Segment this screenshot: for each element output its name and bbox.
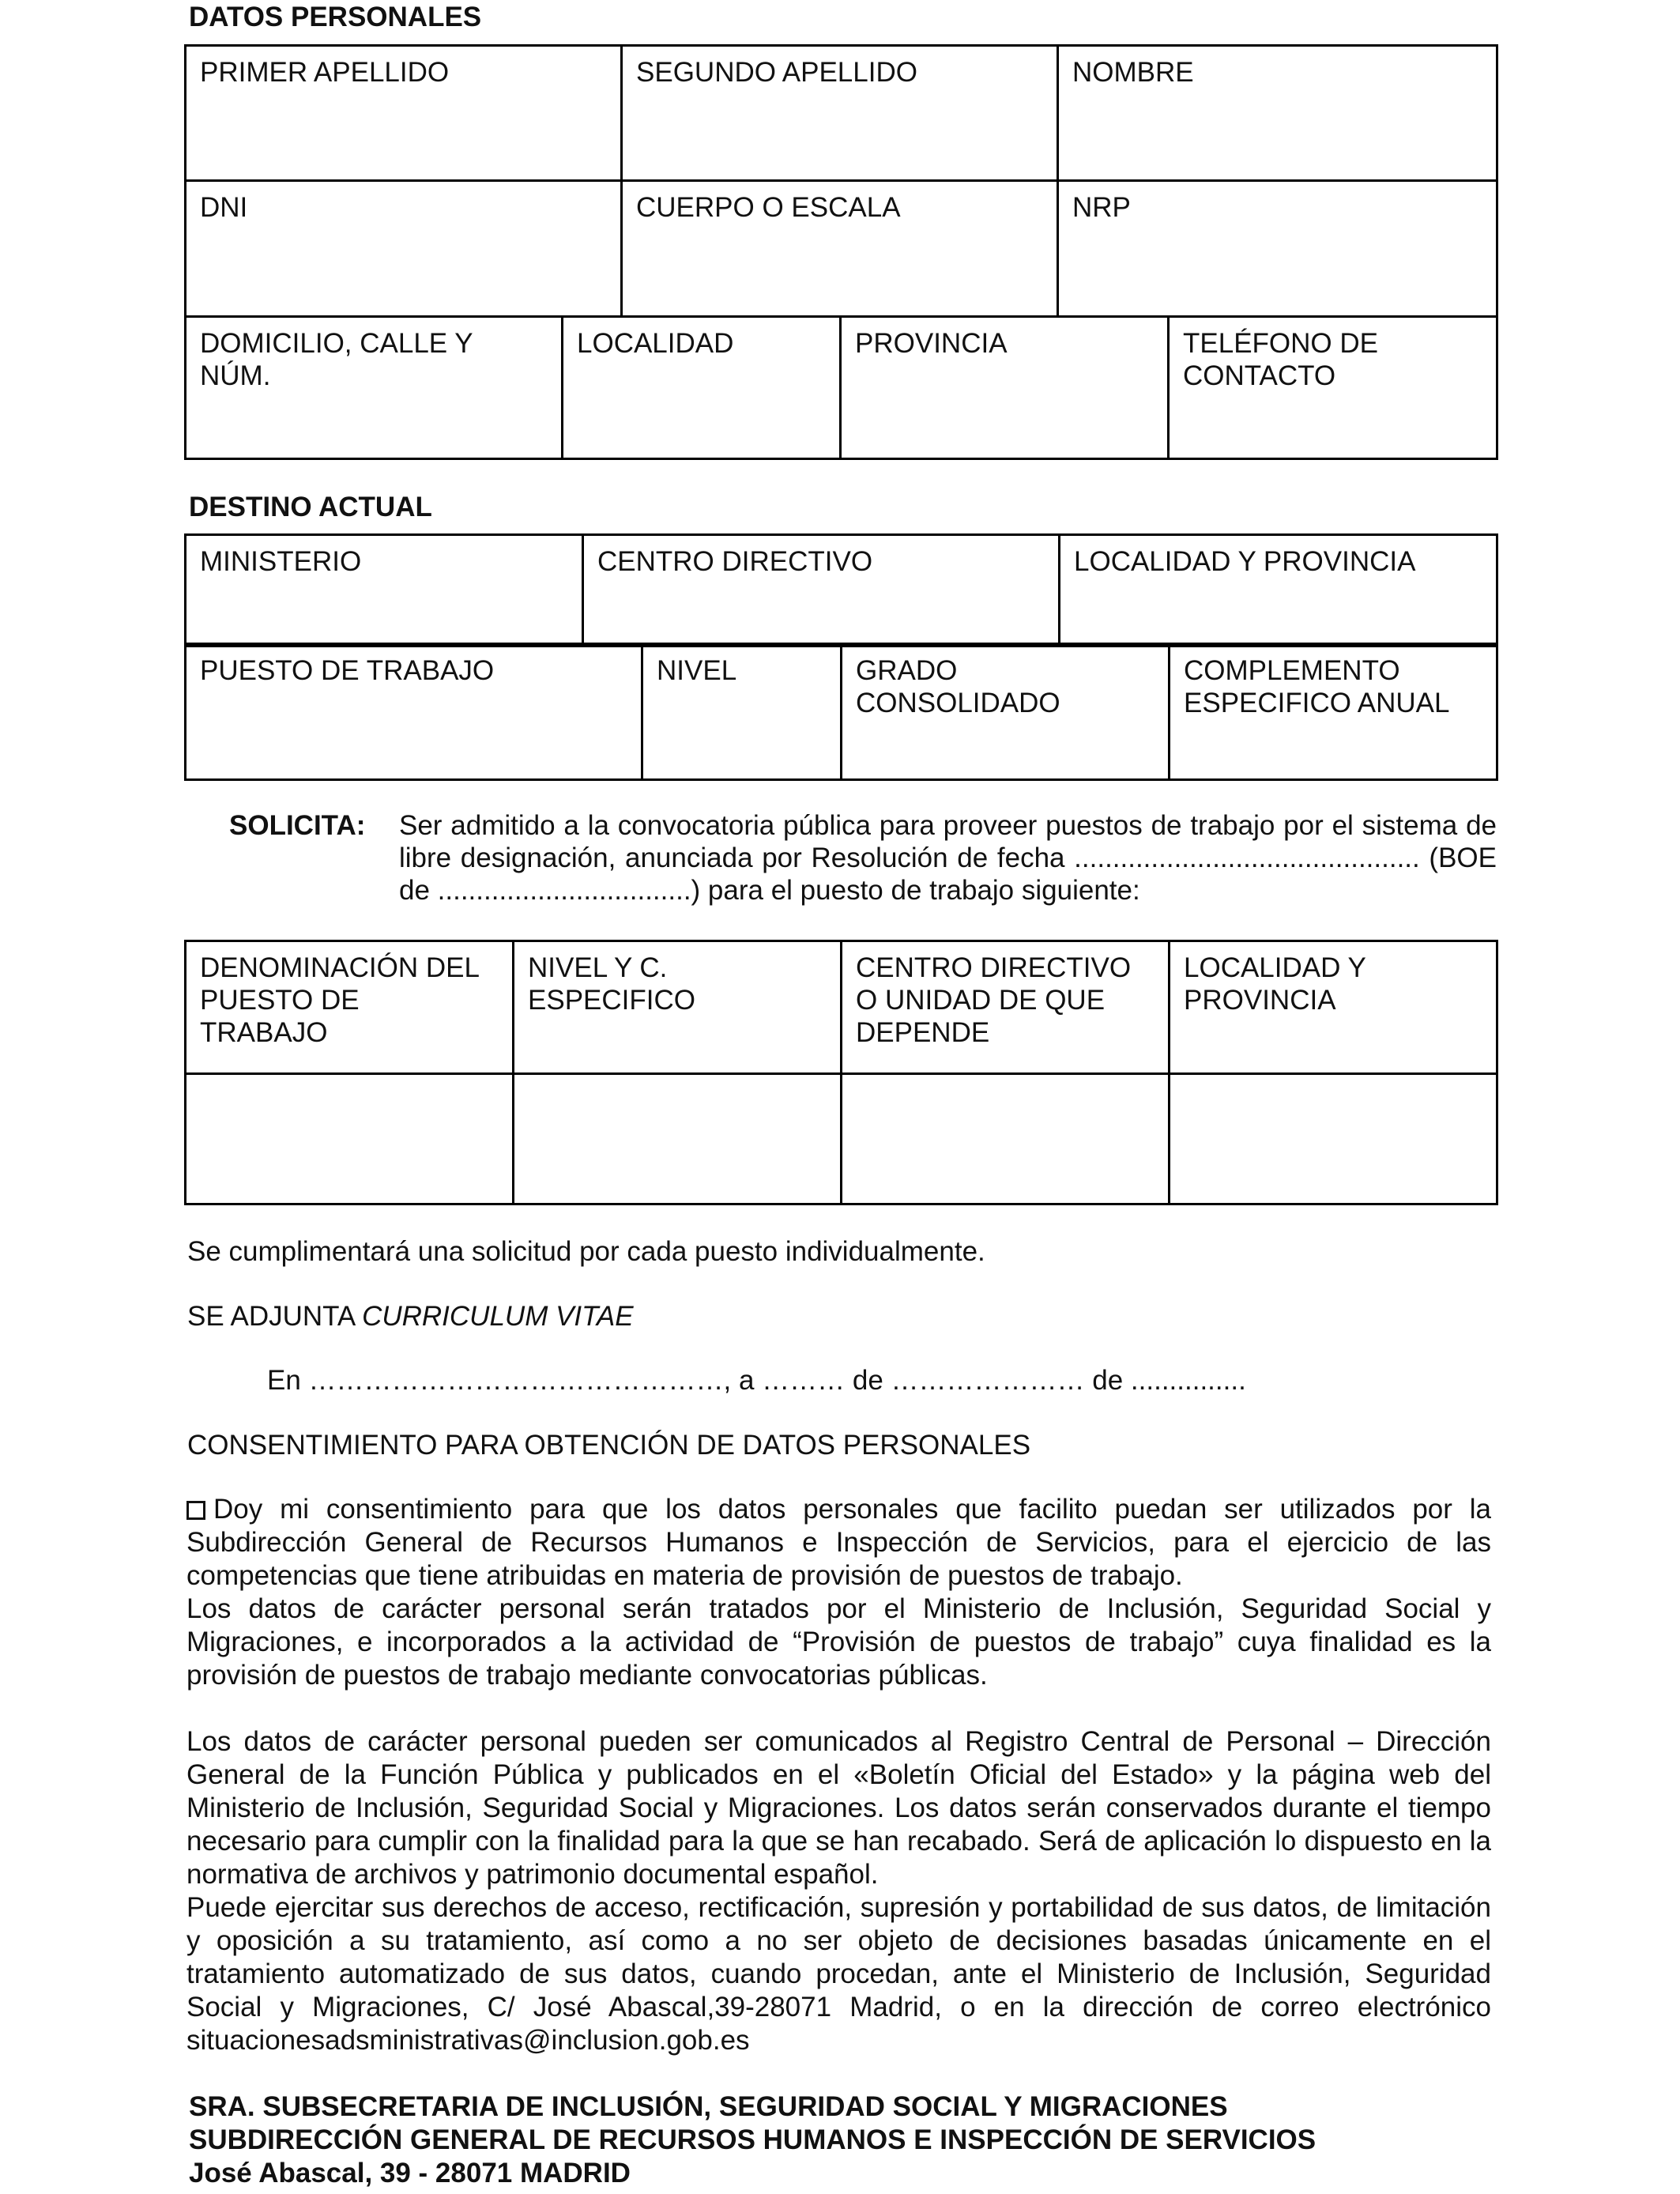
nivel-label: NIVEL: [657, 655, 737, 686]
nombre-field[interactable]: [1058, 46, 1497, 181]
destinatario-footer: [189, 2090, 1316, 2190]
grado-label-1: GRADO: [856, 655, 958, 686]
segundo-apellido-field[interactable]: [622, 46, 1058, 181]
cuerpo-escala-label: CUERPO O ESCALA: [636, 192, 901, 223]
centro-unidad-header: [842, 941, 1170, 1074]
localidad-label: LOCALIDAD: [577, 328, 734, 359]
complemento-label-1: COMPLEMENTO: [1184, 655, 1400, 686]
dni-label: DNI: [200, 192, 248, 223]
domicilio-field[interactable]: [186, 317, 563, 459]
centro-directivo-label: CENTRO DIRECTIVO: [597, 546, 873, 577]
centro-unidad-input-cell[interactable]: [842, 1074, 1170, 1204]
nivel-especifico-input-cell[interactable]: [514, 1074, 842, 1204]
dni-field[interactable]: [186, 181, 622, 317]
domicilio-label-2: NÚM.: [200, 360, 271, 391]
footer-line-3: José Abascal, 39 - 28071 MADRID: [189, 2158, 631, 2188]
nombre-label: NOMBRE: [1072, 57, 1194, 88]
fecha-linea: En ………………………………………, a ……… de ………………… de ...............: [267, 1365, 1246, 1396]
localidad-provincia-label-1: LOCALIDAD Y: [1184, 952, 1366, 983]
consentimiento-p1: Los datos de carácter personal serán tratados por el Ministerio de Inclusión, Seguridad Social y Migraciones, e incorporados a la actividad de “Provisión de puestos de trabajo” cuya finalidad es la provisión de puestos de trabajo mediante convocatorias públicas.: [186, 1593, 1491, 1691]
ministerio-field[interactable]: [186, 535, 583, 647]
nivel-especifico-label-1: NIVEL Y C.: [528, 952, 668, 983]
puesto-trabajo-label: PUESTO DE TRABAJO: [200, 655, 495, 686]
complemento-especifico-field[interactable]: [1170, 644, 1497, 780]
adjunta-prefix: SE ADJUNTA: [187, 1301, 363, 1332]
datos-personales-table-b: [184, 315, 1498, 460]
telefono-label-1: TELÉFONO DE: [1183, 328, 1378, 359]
solicita-label: SOLICITA:: [229, 810, 366, 841]
provincia-label: PROVINCIA: [855, 328, 1008, 359]
cuerpo-escala-field[interactable]: [622, 181, 1058, 317]
puesto-solicitado-table: [184, 940, 1498, 1205]
denominacion-label-1: DENOMINACIÓN DEL: [200, 952, 480, 983]
localidad-provincia-label: LOCALIDAD Y PROVINCIA: [1074, 546, 1416, 577]
telefono-label-2: CONTACTO: [1183, 360, 1336, 391]
localidad-field[interactable]: [563, 317, 841, 459]
consentimiento-checkbox-label: Doy mi consentimiento para que los datos personales que facilito puedan ser utilizados por la Subdirección General de Recursos Humanos e Inspección de Servicios, para el ejercicio de las competencias que tiene atribuidas en materia de provisión de puestos de trabajo.: [186, 1494, 1491, 1591]
destino-actual-table-a: [184, 533, 1498, 647]
complemento-label-2: ESPECIFICO ANUAL: [1184, 688, 1450, 718]
destino-actual-table-b: [184, 643, 1498, 781]
primer-apellido-label: PRIMER APELLIDO: [200, 57, 450, 88]
puesto-trabajo-field[interactable]: [186, 644, 642, 780]
centro-directivo-field[interactable]: [583, 535, 1060, 647]
centro-unidad-label-2: O UNIDAD DE QUE: [856, 985, 1106, 1016]
centro-unidad-label-1: CENTRO DIRECTIVO: [856, 952, 1132, 983]
primer-apellido-field[interactable]: [186, 46, 622, 181]
consentimiento-p3: Puede ejercitar sus derechos de acceso, rectificación, supresión y portabilidad de sus datos, de limitación y oposición a su tratamiento, así como a no ser objeto de decisiones basadas únicamente en el tratamiento automatizado de sus datos, cuando procedan, ante el Ministerio de Inclusión, Seguridad Social y Migraciones, C/ José Abascal,39-28071 Madrid, o en la dirección de correo electrónico situacionesadsministrativas@inclusion.gob.es: [186, 1892, 1491, 2056]
denominacion-label-3: TRABAJO: [200, 1017, 328, 1048]
centro-unidad-label-3: DEPENDE: [856, 1017, 990, 1048]
adjunta-italic: CURRICULUM VITAE: [362, 1301, 634, 1332]
nrp-field[interactable]: [1058, 181, 1497, 317]
destino-actual-title: DESTINO ACTUAL: [189, 492, 432, 522]
nrp-label: NRP: [1072, 192, 1131, 223]
segundo-apellido-label: SEGUNDO APELLIDO: [636, 57, 917, 88]
nota-solicitud: Se cumplimentará una solicitud por cada puesto individualmente.: [187, 1236, 985, 1267]
localidad-provincia-input-cell[interactable]: [1170, 1074, 1497, 1204]
datos-personales-table-a: [184, 44, 1498, 318]
localidad-provincia-label-2: PROVINCIA: [1184, 985, 1336, 1016]
consent-checkbox[interactable]: [186, 1501, 205, 1520]
denominacion-label-2: PUESTO DE: [200, 985, 360, 1016]
localidad-provincia-header: [1170, 941, 1497, 1074]
consentimiento-block: [186, 1493, 1491, 2057]
telefono-field[interactable]: [1169, 317, 1497, 459]
grado-label-2: CONSOLIDADO: [856, 688, 1060, 718]
domicilio-label-1: DOMICILIO, CALLE Y: [200, 328, 473, 359]
grado-consolidado-field[interactable]: [842, 644, 1170, 780]
consentimiento-checkbox-text: [186, 1493, 1491, 1593]
footer-line-2: SUBDIRECCIÓN GENERAL DE RECURSOS HUMANOS E INSPECCIÓN DE SERVICIOS: [189, 2124, 1317, 2155]
denominacion-input-cell[interactable]: [186, 1074, 514, 1204]
consentimiento-title: CONSENTIMIENTO PARA OBTENCIÓN DE DATOS PERSONALES: [187, 1430, 1031, 1461]
consentimiento-p2: Los datos de carácter personal pueden ser comunicados al Registro Central de Personal – Dirección General de la Función Pública y publicados en el «Boletín Oficial del Estado» y la página web del Ministerio de Inclusión, Seguridad Social y Migraciones. Los datos serán conservados durante el tiempo necesario para cumplir con la finalidad para la que se han recabado. Será de aplicación lo dispuesto en la normativa de archivos y patrimonio documental español.: [186, 1726, 1491, 1890]
nivel-field[interactable]: [642, 644, 842, 780]
nivel-especifico-label-2: ESPECIFICO: [528, 985, 695, 1016]
datos-personales-title: DATOS PERSONALES: [189, 2, 482, 32]
localidad-provincia-field[interactable]: [1060, 535, 1497, 647]
denominacion-header: [186, 941, 514, 1074]
solicita-block: [229, 809, 1497, 907]
ministerio-label: MINISTERIO: [200, 546, 362, 577]
adjunta-line: [187, 1300, 1491, 1333]
solicita-text: Ser admitido a la convocatoria pública para proveer puestos de trabajo por el sistema de libre designación, anunciada por Resolución de fecha ............................................. (BOE de .................................) para el puesto de trabajo siguiente:: [399, 810, 1497, 906]
nivel-especifico-header: [514, 941, 842, 1074]
footer-line-1: SRA. SUBSECRETARIA DE INCLUSIÓN, SEGURIDAD SOCIAL Y MIGRACIONES: [189, 2091, 1228, 2122]
provincia-field[interactable]: [841, 317, 1169, 459]
